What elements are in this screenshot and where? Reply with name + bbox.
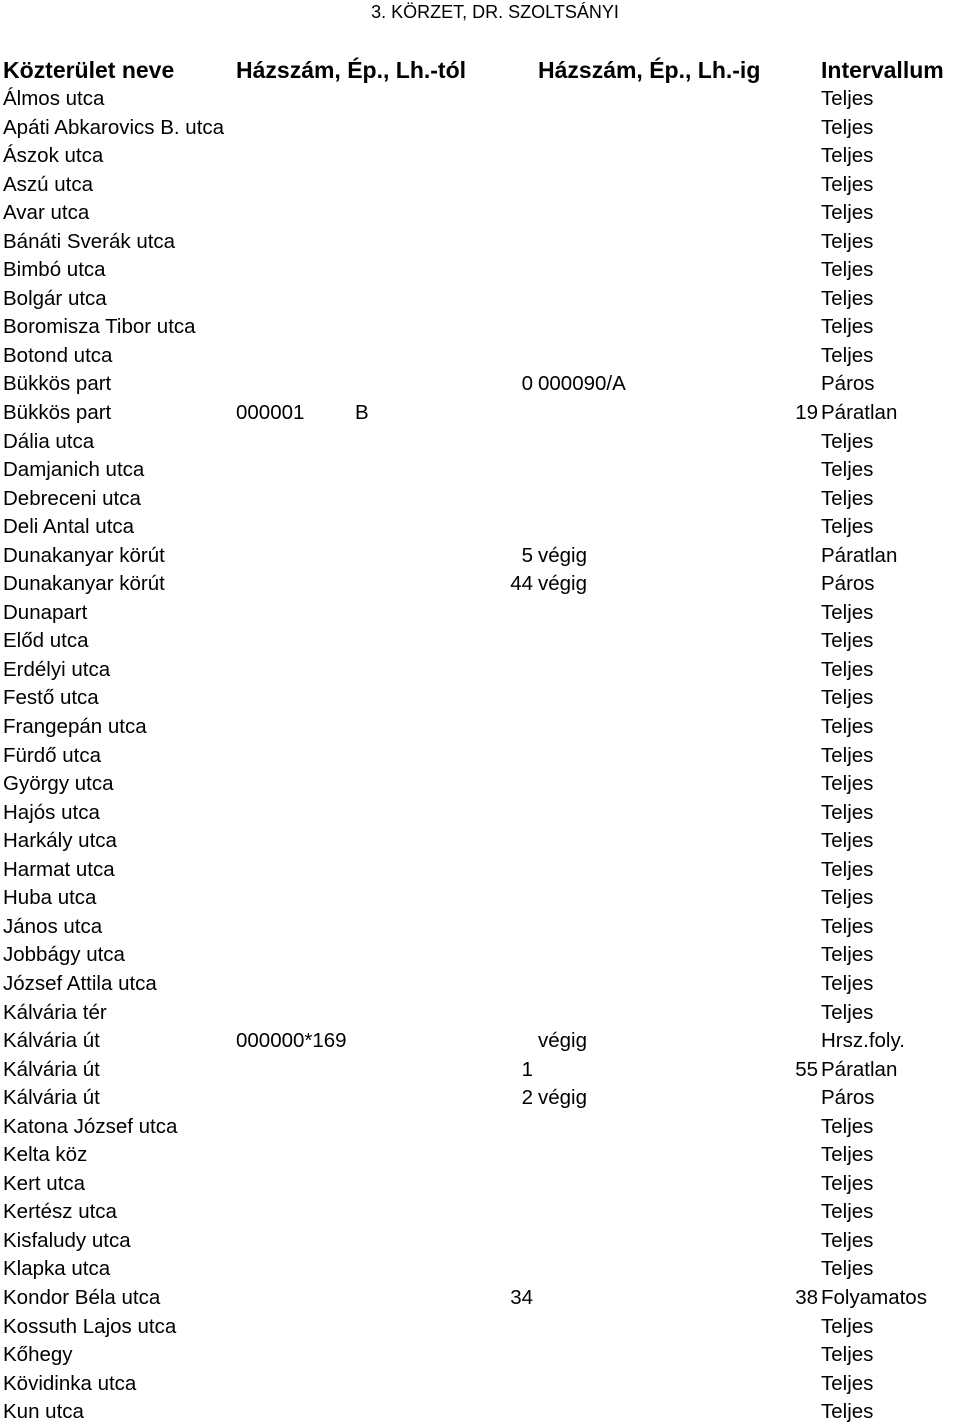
table-header	[0, 55, 960, 85]
cell-street: Hajós utca	[3, 800, 100, 824]
cell-interval: Teljes	[821, 1314, 874, 1338]
table-row	[0, 742, 960, 771]
table-body	[0, 85, 960, 1427]
cell-to: végig	[538, 1029, 588, 1053]
cell-street: Kun utca	[3, 1400, 84, 1424]
cell-interval: Teljes	[821, 1343, 874, 1367]
table-row	[0, 1141, 960, 1170]
cell-street: Debreceni utca	[3, 486, 141, 510]
cell-interval: Teljes	[821, 1171, 874, 1195]
table-row	[0, 1370, 960, 1399]
cell-street: Kert utca	[3, 1171, 86, 1195]
cell-interval: Teljes	[821, 1000, 874, 1024]
cell-to-end: 19	[795, 401, 818, 425]
cell-interval: Teljes	[821, 943, 874, 967]
cell-interval: Teljes	[821, 657, 874, 681]
table-row	[0, 256, 960, 285]
table-row	[0, 313, 960, 342]
cell-street: Botond utca	[3, 343, 113, 367]
cell-interval: Teljes	[821, 229, 874, 253]
cell-street: Előd utca	[3, 629, 89, 653]
cell-interval: Teljes	[821, 315, 874, 339]
cell-street: Katona József utca	[3, 1114, 178, 1138]
table-row	[0, 228, 960, 257]
cell-street: Kálvária út	[3, 1086, 100, 1110]
cell-interval: Teljes	[821, 1371, 874, 1395]
cell-to: végig	[538, 1086, 588, 1110]
cell-street: Deli Antal utca	[3, 515, 135, 539]
cell-interval: Teljes	[821, 172, 874, 196]
cell-street: Kövidinka utca	[3, 1371, 137, 1395]
cell-from-number: 000001	[236, 401, 305, 425]
cell-street: Damjanich utca	[3, 458, 145, 482]
table-row	[0, 999, 960, 1028]
table-row	[0, 627, 960, 656]
table-row	[0, 599, 960, 628]
table-row	[0, 970, 960, 999]
table-row	[0, 1313, 960, 1342]
cell-from-end: 5	[521, 543, 533, 567]
cell-to-end: 38	[795, 1285, 818, 1309]
cell-interval: Teljes	[821, 971, 874, 995]
cell-street: Kondor Béla utca	[3, 1285, 161, 1309]
table-row	[0, 1255, 960, 1284]
cell-interval: Teljes	[821, 629, 874, 653]
table-row	[0, 370, 960, 399]
cell-street: Dália utca	[3, 429, 95, 453]
cell-interval: Teljes	[821, 258, 874, 282]
table-row	[0, 884, 960, 913]
table-row	[0, 114, 960, 143]
table-row	[0, 770, 960, 799]
table-row	[0, 941, 960, 970]
table-row	[0, 1284, 960, 1313]
cell-street: Bánáti Sverák utca	[3, 229, 176, 253]
cell-street: Dunakanyar körút	[3, 543, 165, 567]
cell-street: Kálvária út	[3, 1057, 100, 1081]
cell-from-building: B	[355, 401, 369, 425]
table-row	[0, 1341, 960, 1370]
cell-from-end: 0	[521, 372, 533, 396]
cell-street: Aszú utca	[3, 172, 94, 196]
cell-interval: Teljes	[821, 429, 874, 453]
cell-street: Huba utca	[3, 886, 97, 910]
cell-interval: Teljes	[821, 1200, 874, 1224]
cell-to: 000090/A	[538, 372, 626, 396]
cell-interval: Teljes	[821, 1143, 874, 1167]
table-row	[0, 542, 960, 571]
cell-interval: Teljes	[821, 343, 874, 367]
table-row	[0, 342, 960, 371]
column-header-interval: Intervallum	[821, 57, 944, 83]
table-row	[0, 85, 960, 114]
cell-interval: Teljes	[821, 1114, 874, 1138]
cell-interval: Teljes	[821, 286, 874, 310]
cell-street: György utca	[3, 772, 114, 796]
cell-interval: Teljes	[821, 144, 874, 168]
cell-street: Jobbágy utca	[3, 943, 125, 967]
cell-from-number: 000000*169	[236, 1029, 347, 1053]
cell-street: Kőhegy	[3, 1343, 73, 1367]
cell-street: Frangepán utca	[3, 715, 147, 739]
table-row	[0, 684, 960, 713]
cell-street: Álmos utca	[3, 87, 105, 110]
cell-street: Bükkös part	[3, 401, 112, 425]
cell-street: Kálvária tér	[3, 1000, 107, 1024]
cell-interval: Teljes	[821, 914, 874, 938]
table-row	[0, 1113, 960, 1142]
cell-to: végig	[538, 572, 588, 596]
cell-interval: Teljes	[821, 486, 874, 510]
table-row	[0, 456, 960, 485]
cell-interval: Teljes	[821, 829, 874, 853]
cell-interval: Teljes	[821, 458, 874, 482]
cell-interval: Teljes	[821, 772, 874, 796]
cell-street: Kisfaludy utca	[3, 1228, 131, 1252]
cell-interval: Teljes	[821, 201, 874, 225]
cell-interval: Teljes	[821, 800, 874, 824]
column-header-to: Házszám, Ép., Lh.-ig	[538, 57, 761, 83]
cell-street: Klapka utca	[3, 1257, 111, 1281]
cell-from-end: 44	[510, 572, 533, 596]
cell-interval: Teljes	[821, 87, 874, 110]
cell-street: Bolgár utca	[3, 286, 107, 310]
cell-interval: Teljes	[821, 1257, 874, 1281]
cell-street: Dunapart	[3, 600, 88, 624]
table-row	[0, 1398, 960, 1427]
table-row	[0, 428, 960, 457]
cell-interval: Páratlan	[821, 401, 898, 425]
table-row	[0, 570, 960, 599]
cell-interval: Páros	[821, 1086, 875, 1110]
cell-street: József Attila utca	[3, 971, 157, 995]
table-row	[0, 1056, 960, 1085]
page-title: 3. KÖRZET, DR. SZOLTSÁNYI	[371, 2, 619, 22]
cell-street: Boromisza Tibor utca	[3, 315, 196, 339]
cell-street: Festő utca	[3, 686, 99, 710]
table-row	[0, 171, 960, 200]
cell-interval: Páratlan	[821, 1057, 898, 1081]
table-row	[0, 285, 960, 314]
cell-street: Ászok utca	[3, 144, 104, 168]
table-row	[0, 827, 960, 856]
cell-street: Kertész utca	[3, 1200, 117, 1224]
cell-street: János utca	[3, 914, 103, 938]
cell-street: Fürdő utca	[3, 743, 101, 767]
cell-interval: Teljes	[821, 515, 874, 539]
column-header-from: Házszám, Ép., Lh.-tól	[236, 57, 467, 83]
cell-interval: Teljes	[821, 1228, 874, 1252]
table-row	[0, 1170, 960, 1199]
table-row	[0, 1027, 960, 1056]
cell-interval: Teljes	[821, 743, 874, 767]
cell-interval: Páros	[821, 372, 875, 396]
table-row	[0, 399, 960, 428]
cell-interval: Páratlan	[821, 543, 898, 567]
cell-street: Apáti Abkarovics B. utca	[3, 115, 225, 139]
cell-interval: Teljes	[821, 1400, 874, 1424]
table-row	[0, 1227, 960, 1256]
cell-to-end: 55	[795, 1057, 818, 1081]
cell-interval: Teljes	[821, 857, 874, 881]
cell-from-end: 34	[510, 1285, 533, 1309]
cell-interval: Teljes	[821, 686, 874, 710]
cell-street: Avar utca	[3, 201, 90, 225]
cell-street: Dunakanyar körút	[3, 572, 165, 596]
cell-street: Kálvária út	[3, 1029, 100, 1053]
cell-street: Bimbó utca	[3, 258, 106, 282]
table-row	[0, 513, 960, 542]
table-row	[0, 913, 960, 942]
table-row	[0, 656, 960, 685]
cell-from-end: 2	[521, 1086, 533, 1110]
table-row	[0, 199, 960, 228]
cell-interval: Folyamatos	[821, 1285, 927, 1309]
cell-street: Harmat utca	[3, 857, 115, 881]
table-row	[0, 713, 960, 742]
table-row	[0, 856, 960, 885]
cell-from-end: 1	[521, 1057, 533, 1081]
cell-interval: Páros	[821, 572, 875, 596]
cell-street: Harkály utca	[3, 829, 117, 853]
cell-interval: Teljes	[821, 600, 874, 624]
cell-interval: Teljes	[821, 715, 874, 739]
table-row	[0, 1198, 960, 1227]
cell-interval: Teljes	[821, 115, 874, 139]
cell-interval: Teljes	[821, 886, 874, 910]
column-header-street: Közterület neve	[3, 57, 175, 83]
table-row	[0, 799, 960, 828]
cell-street: Kossuth Lajos utca	[3, 1314, 177, 1338]
cell-street: Bükkös part	[3, 372, 112, 396]
table-row	[0, 142, 960, 171]
table-row	[0, 1084, 960, 1113]
cell-street: Erdélyi utca	[3, 657, 111, 681]
table-row	[0, 485, 960, 514]
cell-to: végig	[538, 543, 588, 567]
cell-street: Kelta köz	[3, 1143, 88, 1167]
cell-interval: Hrsz.foly.	[821, 1029, 905, 1053]
